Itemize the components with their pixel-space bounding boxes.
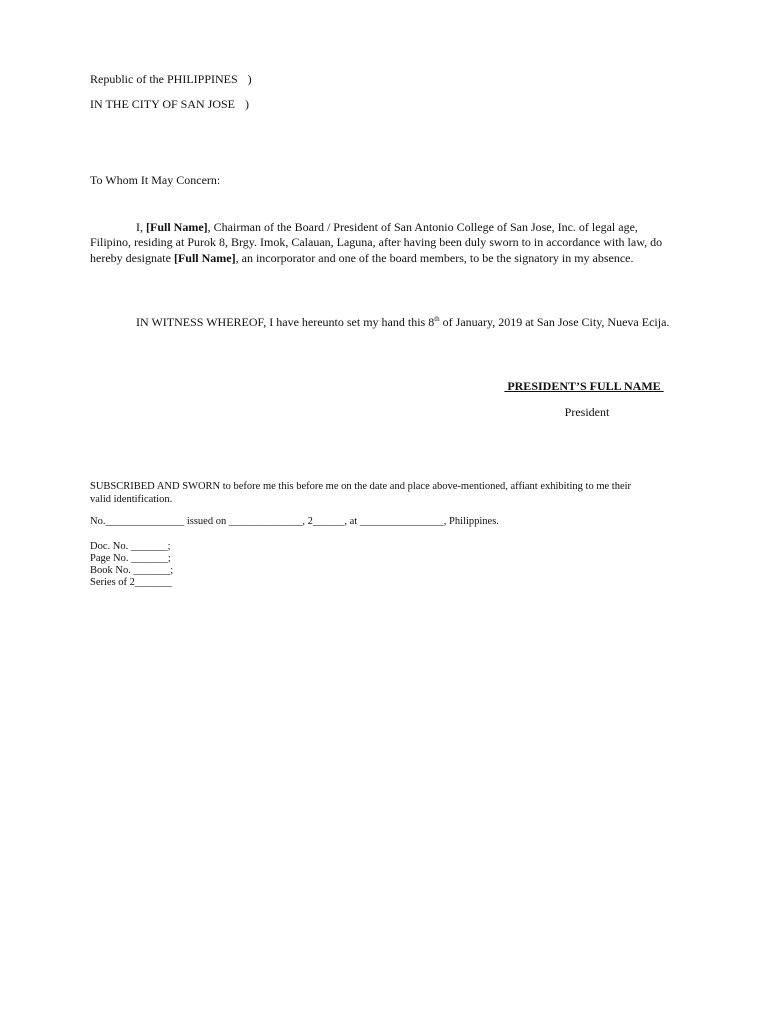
venue-paren: ) [245, 97, 250, 111]
venue-city-text: IN THE CITY OF SAN JOSE [90, 97, 236, 111]
venue-line-city [90, 97, 249, 112]
body-paragraph-designation [90, 220, 680, 266]
venue-line-republic [90, 72, 252, 87]
notarial-register [90, 541, 173, 589]
salutation: To Whom It May Concern: [90, 173, 221, 187]
page-no-line: Page No. _______; [90, 553, 171, 564]
identification-line: No._______________ issued on ______________, 2______, at ________________, Philippines. [90, 516, 499, 527]
jurat-text: SUBSCRIBED AND SWORN to before me this before me on the date and place above-mentioned, affiant exhibiting to me their valid identification. [90, 481, 632, 505]
full-name-placeholder: [Full Name] [173, 250, 236, 265]
full-name-placeholder: [Full Name] [146, 220, 208, 234]
doc-no-line: Doc. No. _______; [90, 541, 171, 552]
paragraph-text: , Chairman of the Board / President of San Antonio College of San Jose, Inc. of legal age, Filipino, residing at Purok 8, Brgy. Imok, Calauan, Laguna, after having been duly sworn to in accordance with law, do hereby designate [90, 220, 663, 265]
paragraph-text: IN WITNESS WHEREOF, I have hereunto set my hand this 8 [136, 315, 435, 329]
paragraph-text: of January, 2019 at San Jose City, Nueva Ecija. [439, 315, 670, 329]
paragraph-text: I, [136, 220, 146, 234]
venue-republic-text: Republic of the PHILIPPINES [90, 72, 238, 86]
signatory-name: PRESIDENT’S FULL NAME [504, 379, 664, 393]
venue-paren: ) [247, 72, 252, 86]
paragraph-text: , an incorporator and one of the board members, to be the signatory in my absence. [235, 250, 634, 265]
book-no-line: Book No. _______; [90, 565, 174, 576]
ordinal-suffix: th [434, 315, 440, 323]
series-line: Series of 2_______ [90, 577, 172, 588]
signatory-title: President [564, 405, 610, 419]
body-paragraph-witness [90, 315, 680, 330]
